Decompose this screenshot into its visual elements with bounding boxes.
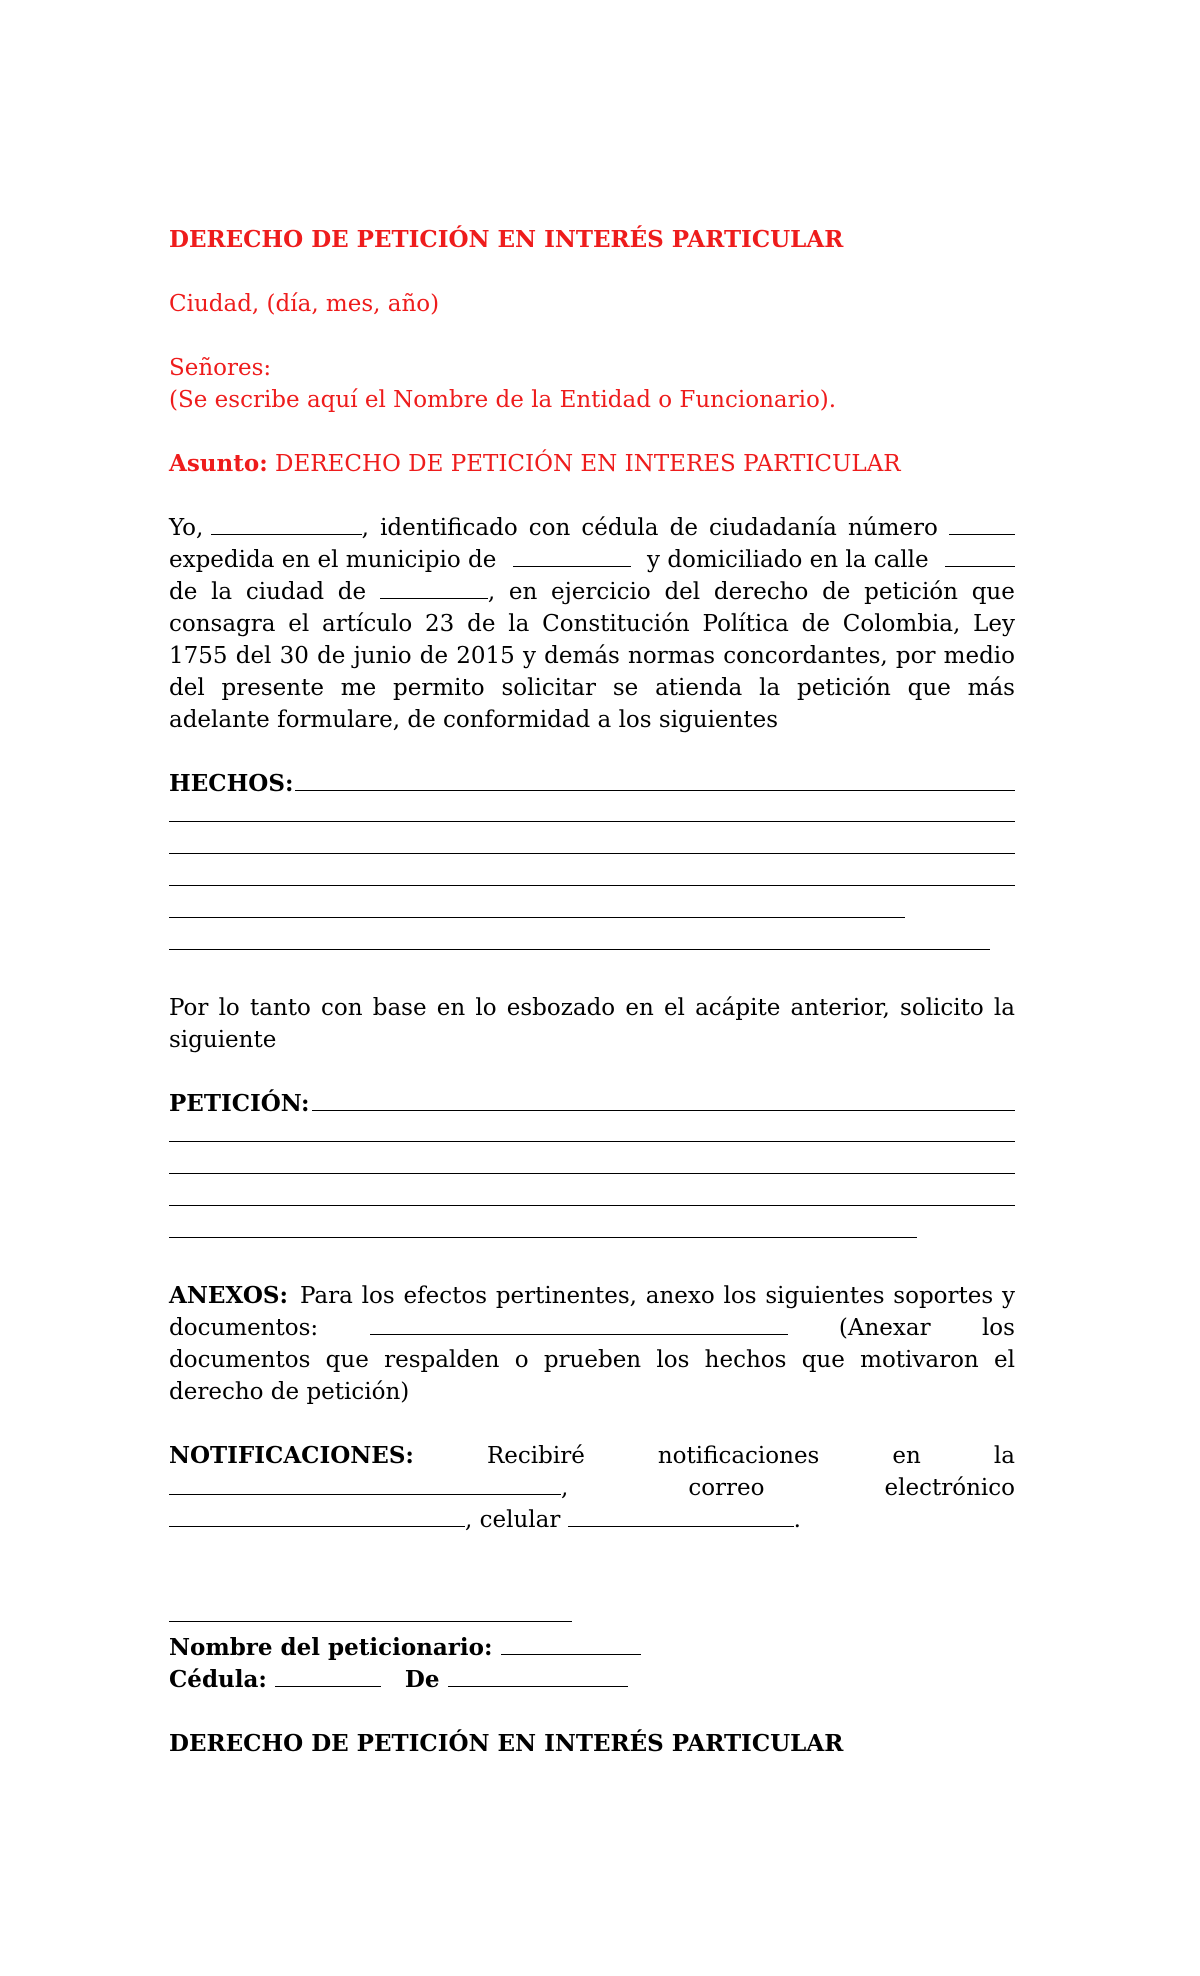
peticion-label: PETICIÓN: — [169, 1090, 310, 1117]
notificaciones-label: NOTIFICACIONES: — [169, 1442, 414, 1469]
peticion-line — [169, 1216, 917, 1238]
footer-title: DERECHO DE PETICIÓN EN INTERÉS PARTICULAR — [169, 1730, 844, 1757]
peticion-line — [169, 1120, 1015, 1142]
street-blank — [945, 545, 1015, 567]
name-blank — [211, 513, 362, 535]
city-blank — [380, 577, 488, 599]
transition-paragraph: Por lo tanto con base en lo esbozado en el acápite anterior, solicito la siguiente — [169, 995, 1015, 1053]
hechos-line — [169, 832, 1015, 854]
annex-blank — [370, 1313, 788, 1335]
hechos-line — [169, 928, 990, 950]
intro-line-3: de la ciudad de , en ejercicio del derecho de petición que — [169, 579, 1015, 605]
recipient: (Se escribe aquí el Nombre de la Entidad o Funcionario). — [169, 387, 837, 413]
peticion-line — [169, 1184, 1015, 1206]
subject-text: DERECHO DE PETICIÓN EN INTERES PARTICULAR — [267, 451, 901, 477]
salutation: Señores: — [169, 355, 272, 381]
peticion-line — [312, 1089, 1016, 1111]
signature-block — [169, 1600, 1015, 1696]
id-number-blank — [949, 513, 1015, 535]
id-label: Cédula: — [169, 1666, 267, 1693]
peticion-line — [169, 1152, 1015, 1174]
intro-line-2: expedida en el municipio de y domiciliado en la calle — [169, 544, 1015, 576]
document-title: DERECHO DE PETICIÓN EN INTERÉS PARTICULAR — [169, 226, 844, 253]
address-blank — [169, 1473, 561, 1495]
petitioner-name-blank — [501, 1633, 641, 1655]
hechos-line — [169, 896, 905, 918]
hechos-label: HECHOS: — [169, 770, 294, 797]
intro-line-1: Yo, , identificado con cédula de ciudadanía número — [169, 512, 1015, 544]
anexos-paragraph: ANEXOS: Para los efectos pertinentes, anexo los siguientes soportes y documentos: (Anexar los documentos que respalden o prueben los hechos que motivaron el derecho de petición) — [169, 1282, 1015, 1405]
subject-line — [169, 448, 1015, 480]
hechos-section — [169, 768, 1015, 960]
intro-paragraph: Yo, , identificado con cédula de ciudadanía número expedida en el municipio de y domiciliado en la calle de la ciudad de , en ejercicio del derecho de petición que consagra el artículo 23 de la Constitución Política de Colombia, Ley 1755 del 30 de junio de 2015 y demás normas concordantes, por medio del presente me permito solicitar se atienda la petición que más adelante formulare, de conformidad a los siguientes — [169, 512, 1015, 736]
signature-line — [169, 1600, 572, 1622]
city-date: Ciudad, (día, mes, año) — [169, 291, 440, 317]
anexos-label: ANEXOS: — [169, 1282, 288, 1309]
hechos-line — [169, 864, 1015, 886]
notificaciones-paragraph: NOTIFICACIONES: Recibiré notificaciones en la , correo electrónico , celular . — [169, 1442, 1015, 1533]
petitioner-name-label: Nombre del peticionario: — [169, 1634, 493, 1661]
id-blank — [275, 1665, 381, 1687]
peticion-section — [169, 1088, 1015, 1248]
phone-blank — [568, 1505, 794, 1527]
hechos-line — [169, 800, 1015, 822]
subject-label: Asunto: — [169, 450, 268, 477]
from-blank — [448, 1665, 628, 1687]
email-blank — [169, 1505, 465, 1527]
hechos-line — [295, 769, 1015, 791]
from-label: De — [404, 1666, 440, 1693]
municipality-blank — [513, 545, 631, 567]
